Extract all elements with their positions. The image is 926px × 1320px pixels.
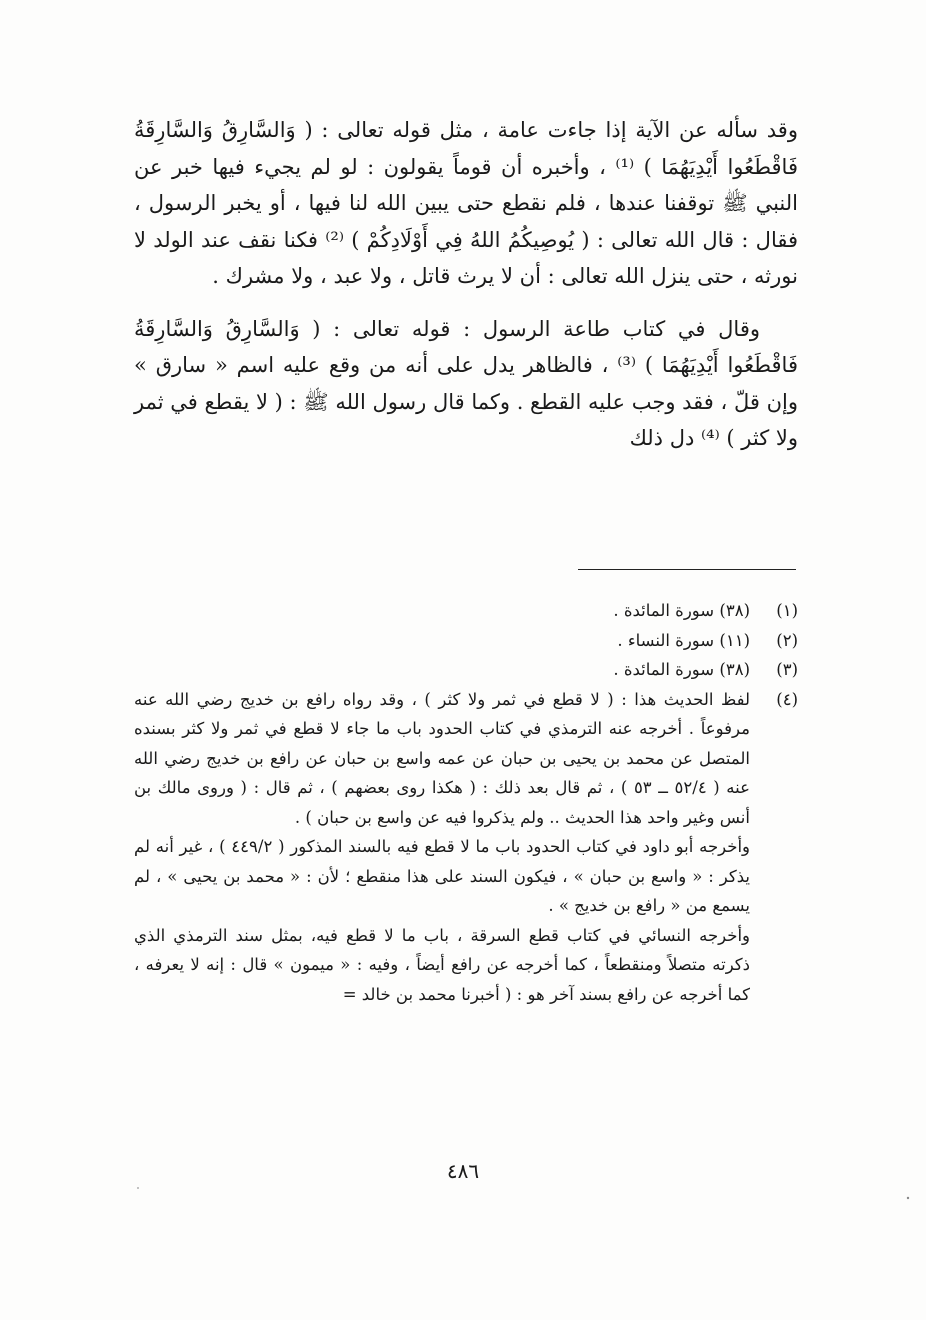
footnote-text: لفظ الحديث هذا : ( لا قطع في ثمر ولا كثر ) ، وقد رواه رافع بن خديج رضي الله عنه مرفوعاً . أخرجه عنه الترمذي في كتاب الحدود باب ما جاء لا قطع في ثمر ولا كثر بسنده المتصل عن محمد بن يحيى بن حبان عن عمه واسع بن حبان عن رافع بن خديج رضي الله عنه ( ٥٢/٤ ــ ٥٣ ) ، ثم قال بعد ذلك : ( هكذا روى بعضهم ) ، ثم قال : ( وروى مالك بن أنس وغير واحد هذا الحديث .. ولم يذكروا فيه عن واسع بن حبان ) .	[134, 689, 750, 827]
footnote-text: (٣٨) سورة المائدة .	[613, 601, 750, 620]
footnote-text: (١١) سورة النساء .	[617, 630, 750, 650]
footnote-number: (٤)	[776, 689, 798, 709]
footnote-number: (١)	[776, 601, 798, 620]
footnote-text: وأخرجه النسائي في كتاب قطع السرقة ، باب ما لا قطع فيه، بمثل سند الترمذي الذي ذكرته متصلاً ومنقطعاً ، كما أخرجه عن رافع أيضاً ، وفيه : « ميمون » قال : إنه لا يعرفه ، كما أخرجه عن رافع بسند آخر هو : ( أخبرنا محمد بن خالد =	[134, 925, 750, 1004]
footnote-number: (٢)	[776, 630, 798, 650]
footnote-text: (٣٨) سورة المائدة .	[613, 660, 750, 679]
footnote-number: (٣)	[776, 660, 798, 679]
page-number: ٤٨٦	[446, 1159, 480, 1183]
paragraph-1: وقد سأله عن الآية إذا جاءت عامة ، مثل قوله تعالى : ( وَالسَّارِقُ وَالسَّارِقَةُ فَاقْطَعُوا أَيْدِيَهُمَا ) ⁽¹⁾ ، وأخبره أن قوماً يقولون : لو لم يجيء فيها خبر عن النبي ﷺ توقفنا عندها ، فلم نقطع حتى يبين الله لنا فيها ، أو يخبر الرسول ، فقال : قال الله تعالى : ( يُوصِيكُمُ اللهُ فِي أَوْلَادِكُمْ ) ⁽²⁾ فكنا نقف عند الولد لا نورثه ، حتى ينزل الله تعالى : أن لا يرث قاتل ، ولا عبد ، ولا مشرك .	[134, 118, 798, 288]
footnote-text: وأخرجه أبو داود في كتاب الحدود باب ما لا قطع فيه بالسند المذكور ( ٤٤٩/٢ ) ، غير أنه لم يذكر : « واسع بن حبان » ، فيكون السند على هذا منقطع ؛ لأن : « محمد بن يحيى » ، لم يسمع من « رافع بن خديج » .	[134, 837, 750, 915]
scan-speck	[137, 1187, 139, 1189]
scan-speck	[907, 1197, 909, 1199]
paragraph-2: وقال في كتاب طاعة الرسول : قوله تعالى : ( وَالسَّارِقُ وَالسَّارِقَةُ فَاقْطَعُوا أَيْدِيَهُمَا ) ⁽³⁾ ، فالظاهر يدل على أنه من وقع عليه اسم « سارق » وإن قلّ ، فقد وجب عليه القطع . وكما قال رسول الله ﷺ : ( لا يقطع في ثمر ولا كثر ) ⁽⁴⁾ دل ذلك	[134, 316, 798, 450]
